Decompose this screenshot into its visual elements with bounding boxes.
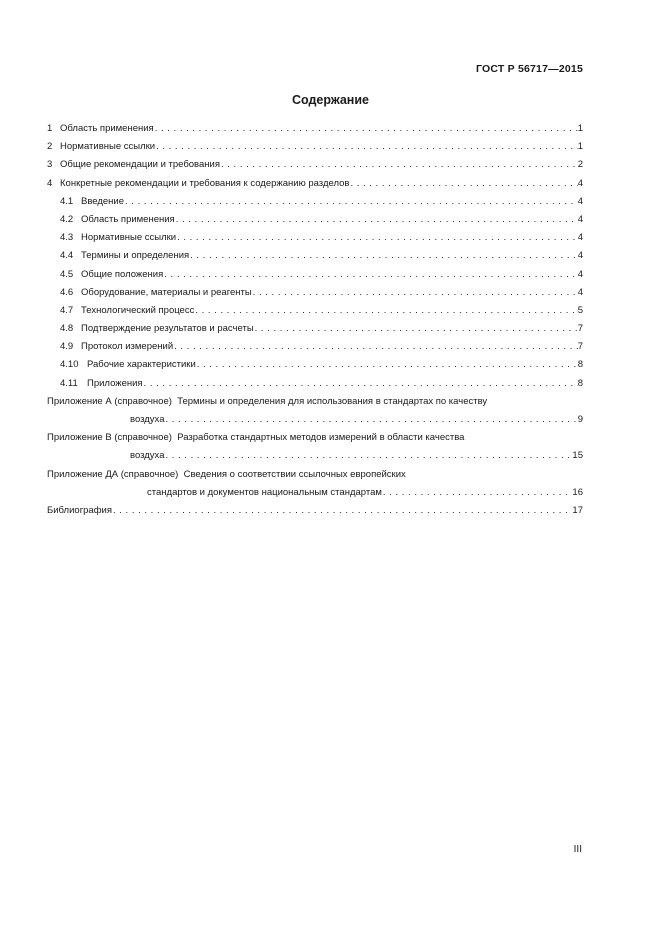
leader-dots [382,484,573,502]
page-number: 4 [577,213,583,225]
appendix-title: Разработка стандартных методов измерений в области качества [177,432,465,444]
toc-subentry[interactable]: 4.1 Введение . . . 4 [47,193,583,211]
page-title: Содержание [291,93,369,107]
page-number: 17 [572,504,583,516]
toc-appendix-entry[interactable] [47,429,583,465]
toc-appendix-entry[interactable] [47,466,583,502]
toc-subentry[interactable]: 4.10 Рабочие характеристики . . . 8 [47,356,583,374]
page-number-footer: III [573,844,582,855]
toc-entry[interactable]: 2 Нормативные ссылки . . . 1 [47,138,583,156]
toc-bibliography-entry[interactable]: Библиография . . . 17 [47,502,583,520]
leader-dots [254,320,578,338]
page-number: 5 [577,304,583,316]
leader-dots [189,247,578,265]
toc-subentry[interactable]: 4.11 Приложения . . . 8 [47,375,583,393]
appendix-title-continued: воздуха [130,414,165,425]
leader-dots [220,156,578,174]
appendix-title: Сведения о соответствии ссылочных европейских [183,468,406,480]
page-number: 4 [577,286,583,298]
toc-subentry[interactable]: 4.9 Протокол измерений . . . 7 [47,338,583,356]
page-number: 4 [577,250,583,262]
toc-subentry[interactable]: 4.3 Нормативные ссылки . . . 4 [47,229,583,247]
page-number: 4 [577,195,583,207]
toc-subentry[interactable]: 4.8 Подтверждение результатов и расчеты . . . 7 [47,320,583,338]
leader-dots [164,447,572,465]
page-number: 4 [577,177,583,189]
toc-entry[interactable]: 3 Общие рекомендации и требования . . . 2 [47,156,583,174]
page-number: 1 [577,141,583,153]
page-number: 8 [577,377,583,389]
leader-dots [163,266,577,284]
toc-subentry[interactable]: 4.2 Область применения . . . 4 [47,211,583,229]
toc-entry[interactable]: 1 Область применения . . . 1 [47,120,583,138]
toc-subentry[interactable]: 4.6 Оборудование, материалы и реагенты . . . 4 [47,284,583,302]
leader-dots [252,284,578,302]
leader-dots [173,338,578,356]
appendix-title-continued: стандартов и документов национальным стандартам [147,486,382,498]
appendix-prefix: Приложение А (справочное) [47,395,172,407]
appendix-title: Термины и определения для использования в стандартах по качеству [177,395,488,407]
page-number: 2 [577,159,583,171]
leader-dots [194,302,577,320]
page-number: 7 [577,323,583,335]
leader-dots [349,175,577,193]
appendix-prefix: Приложение ДА (справочное) [47,468,179,480]
appendix-title-continued: воздуха [130,450,165,462]
page-number: 4 [577,268,583,280]
leader-dots [164,411,577,429]
toc-appendix-entry[interactable] [47,393,583,429]
appendix-prefix: Приложение В (справочное) [47,432,172,444]
toc-subentry[interactable]: 4.4 Термины и определения . . . 4 [47,247,583,265]
toc-entry[interactable]: 4 Конкретные рекомендации и требования к содержанию разделов . . . 4 [47,175,583,193]
leader-dots [196,356,578,374]
page-number: 8 [577,359,583,371]
page-number: 16 [572,486,583,498]
toc-subentry[interactable]: 4.5 Общие положения . . . 4 [47,266,583,284]
page-number: 7 [577,341,583,353]
page-number: 4 [577,232,583,244]
leader-dots [143,375,578,393]
leader-dots [112,502,572,520]
page-number: 1 [577,123,583,134]
page-number: 15 [572,450,583,462]
leader-dots [124,193,578,211]
leader-dots [154,120,578,138]
page-number: 9 [577,414,583,425]
table-of-contents [47,120,583,520]
leader-dots [175,211,578,229]
leader-dots [176,229,578,247]
leader-dots [155,138,578,156]
document-designation: ГОСТ Р 56717—2015 [475,63,583,75]
toc-subentry[interactable]: 4.7 Технологический процесс . . . 5 [47,302,583,320]
